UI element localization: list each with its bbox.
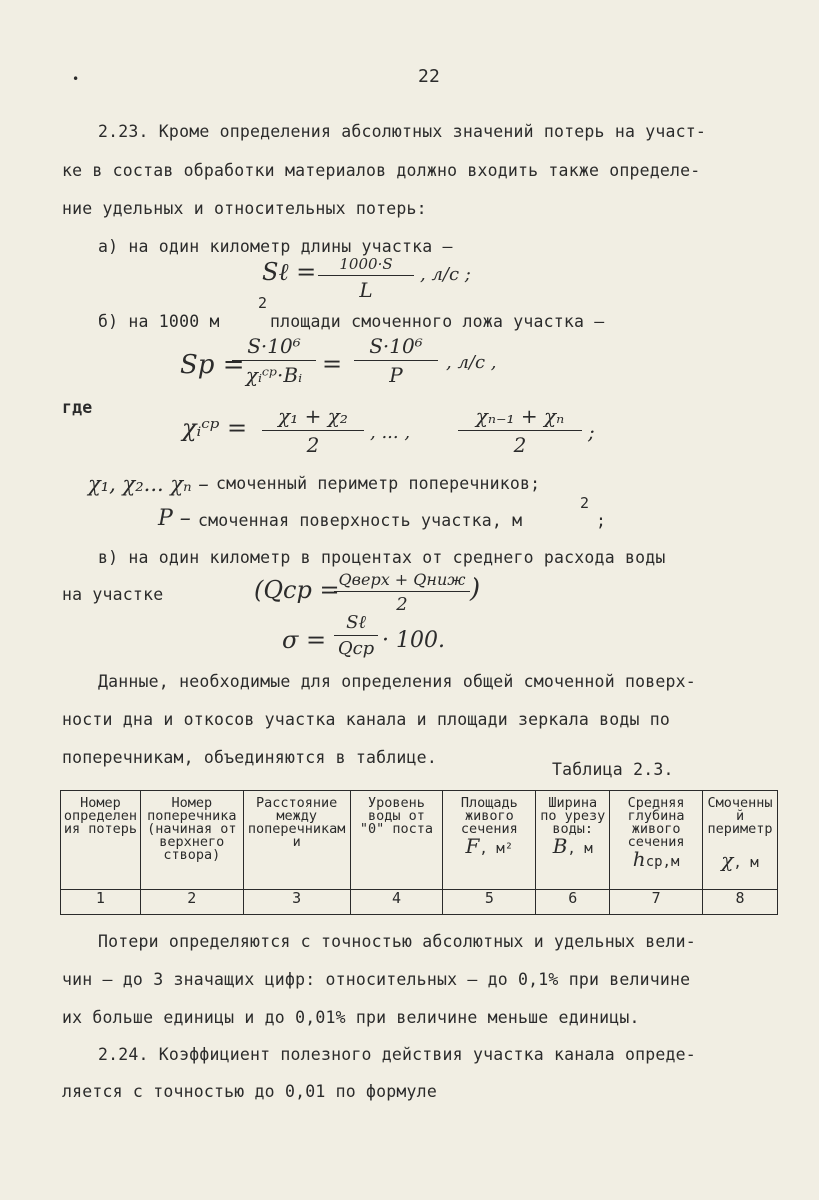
header-symbol: F	[465, 834, 480, 858]
column-number: 7	[610, 890, 703, 915]
formula-sp-lhs: Sp =	[180, 350, 245, 380]
loss-para-line-1: Потери определяются с точностью абсолютных и удельных вели-	[98, 932, 696, 951]
header-text: Уровень воды от "0" поста	[359, 795, 434, 837]
formula-sigma-lhs: σ =	[282, 626, 327, 654]
formula-chi-denominator-1: 2	[306, 433, 320, 457]
formula-q-lhs: (Qcp =	[254, 576, 340, 604]
loss-para-line-2: чин – до 3 значащих цифр: относительных – до 0,1% при величине	[62, 970, 691, 989]
table-caption: Таблица 2.3.	[552, 760, 674, 779]
header-cell	[703, 791, 778, 890]
header-text: Номер определения потерь	[63, 795, 138, 837]
formula-sp-fraction-1	[232, 334, 316, 387]
margin-dot: •	[72, 72, 80, 86]
formula-sp-fraction-2	[354, 334, 438, 387]
column-number: 2	[140, 890, 243, 915]
def-p-symbol: P –	[158, 506, 191, 531]
header-text: Средняя глубина живого сечения	[627, 795, 685, 850]
table-2-3	[60, 790, 778, 915]
formula-q-denominator: 2	[396, 594, 408, 615]
formula-chi-ellipsis: , ... ,	[370, 422, 411, 443]
header-cell	[61, 791, 141, 890]
fraction-bar	[334, 591, 470, 592]
formula-sp-numerator-2: S·10⁶	[369, 334, 423, 358]
formula-chi-numerator-1: χ₁ + χ₂	[278, 404, 348, 428]
def-x-symbol: χ₁, χ₂... χₙ –	[88, 472, 209, 496]
header-cell	[140, 791, 243, 890]
column-number: 8	[703, 890, 778, 915]
formula-sp-denominator-1: χᵢᶜᵖ·Bᵢ	[245, 363, 303, 387]
header-unit: , м	[733, 855, 759, 871]
def-p-text: смоченная поверхность участка, м	[198, 511, 523, 530]
column-number: 6	[536, 890, 610, 915]
item-b-superscript: 2	[258, 294, 268, 312]
header-cell	[536, 791, 610, 890]
formula-q-numerator: Qверх + Qниж	[338, 570, 466, 589]
formula-sl-lhs: Sℓ =	[262, 258, 317, 286]
formula-chi-fraction-1	[262, 404, 364, 457]
formula-chi-end: ;	[588, 420, 595, 444]
para-2-24-line-2: ляется с точностью до 0,01 по формуле	[62, 1082, 437, 1101]
header-unit: , м	[567, 841, 593, 857]
item-b-pre: б) на 1000 м	[98, 312, 220, 331]
formula-sigma-numerator: Sℓ	[346, 612, 366, 633]
column-number: 1	[61, 890, 141, 915]
header-text: Расстояние между поперечниками	[247, 795, 346, 850]
formula-sp-numerator-1: S·10⁶	[247, 334, 301, 358]
def-p-semicolon: ;	[596, 511, 607, 530]
where-label: где	[62, 398, 93, 417]
data-para-line-1: Данные, необходимые для определения общей смоченной поверх-	[98, 672, 696, 691]
formula-q-end: )	[470, 574, 481, 604]
header-cell	[350, 791, 443, 890]
header-cell	[443, 791, 536, 890]
table-number-row	[61, 890, 778, 915]
column-number: 3	[243, 890, 350, 915]
data-para-line-2: ности дна и откосов участка канала и площади зеркала воды по	[62, 710, 671, 729]
header-text: Номер поперечника (начиная от верхнего створа)	[147, 795, 237, 863]
header-unit: ср,м	[645, 854, 680, 870]
header-text: Смоченный периметр	[707, 795, 773, 837]
para-2-23-line-1: 2.23. Кроме определения абсолютных значений потерь на участ-	[98, 122, 707, 141]
para-2-23-line-3: ние удельных и относительных потерь:	[62, 199, 427, 218]
def-p-superscript: 2	[580, 494, 590, 512]
header-unit: , м²	[479, 841, 514, 857]
column-number: 5	[443, 890, 536, 915]
data-para-line-3: поперечникам, объединяются в таблице.	[62, 748, 437, 767]
para-2-24-line-1: 2.24. Коэффициент полезного действия участка канала опреде-	[98, 1045, 696, 1064]
formula-sl-unit: , л/с ;	[420, 264, 471, 285]
formula-q-fraction	[334, 570, 470, 615]
formula-chi-numerator-2: χₙ₋₁ + χₙ	[475, 404, 565, 428]
fraction-bar	[354, 360, 438, 361]
item-v-line-2: на участке	[62, 585, 164, 604]
header-symbol: B	[552, 834, 568, 858]
formula-sp-equals: =	[322, 350, 343, 378]
column-number: 4	[350, 890, 443, 915]
header-symbol: h	[632, 847, 646, 871]
header-text: Ширина по урезу воды:	[540, 795, 606, 837]
item-v-line-1: в) на один километр в процентах от среднего расхода воды	[98, 548, 666, 567]
loss-para-line-3: их больше единицы и до 0,01% при величине меньше единицы.	[62, 1008, 640, 1027]
item-a: а) на один километр длины участка –	[98, 237, 453, 256]
formula-sl-fraction	[318, 255, 414, 302]
formula-chi-fraction-2	[458, 404, 582, 457]
formula-chi-denominator-2: 2	[513, 433, 527, 457]
fraction-bar	[458, 430, 582, 431]
fraction-bar	[318, 275, 414, 276]
page-number: 22	[418, 66, 441, 87]
header-cell	[610, 791, 703, 890]
formula-sl-denominator: L	[359, 278, 373, 302]
formula-sp-denominator-2: P	[389, 363, 403, 387]
formula-sigma-end: · 100.	[382, 628, 445, 653]
formula-sl-numerator: 1000·S	[339, 255, 393, 273]
table-header-row	[61, 791, 778, 890]
formula-sigma-fraction	[334, 612, 378, 659]
item-b-post: площади смоченного ложа участка –	[270, 312, 605, 331]
para-2-23-line-2: ке в состав обработки материалов должно входить также определе-	[62, 161, 701, 180]
fraction-bar	[262, 430, 364, 431]
header-symbol: χ	[721, 848, 734, 872]
header-cell	[243, 791, 350, 890]
def-x-text: смоченный периметр поперечников;	[216, 474, 541, 493]
fraction-bar	[334, 635, 378, 636]
formula-chi-lhs: χᵢᶜᵖ =	[182, 414, 248, 442]
formula-sp-unit: , л/с ,	[446, 352, 497, 373]
fraction-bar	[232, 360, 316, 361]
header-text: Площадь живого сечения	[460, 795, 518, 837]
formula-sigma-denominator: Qcp	[337, 638, 375, 659]
